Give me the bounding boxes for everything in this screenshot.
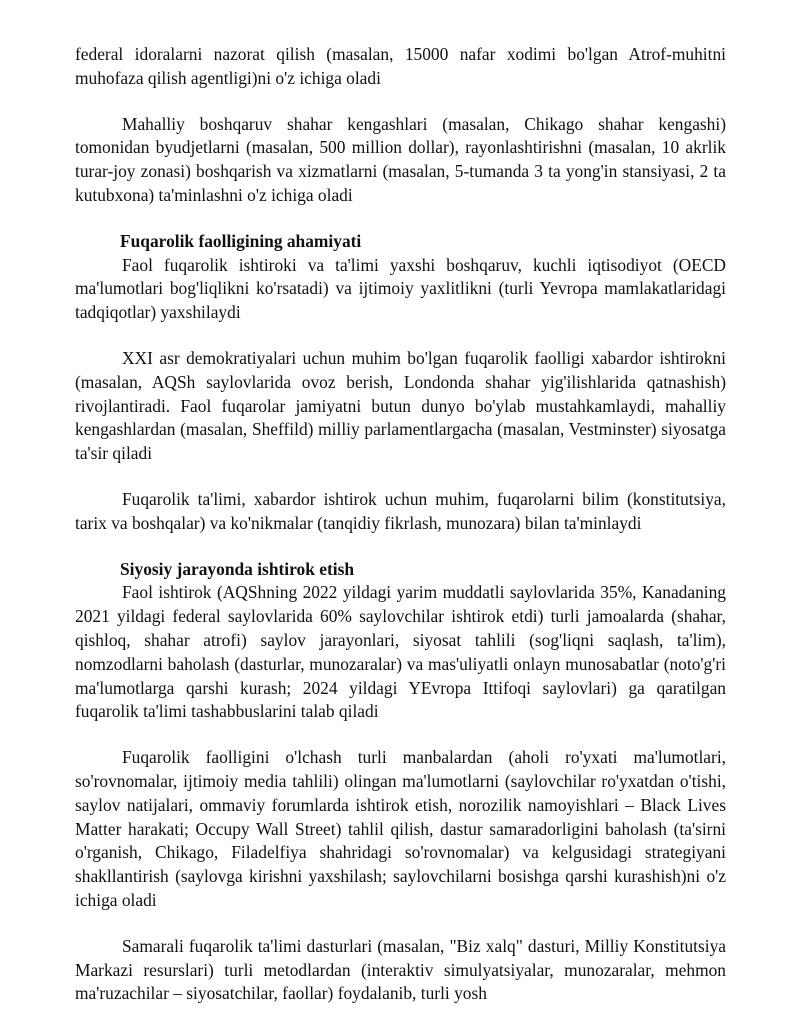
section-heading-civic-engagement: Fuqarolik faolligining ahamiyati — [120, 230, 362, 251]
paragraph-effective-programs: Samarali fuqarolik ta'limi dasturlari (masalan, "Biz xalq" dasturi, Milliy Konstitutsiya Markazi resurslari) turli metodlardan (interaktiv simulyatsiyalar, munozaralar, mehmon ma'ruzachilar – siyosatchilar, faollar) foydalanib, turli yosh — [75, 935, 726, 1004]
paragraph-local-government: Mahalliy boshqaruv shahar kengashlari (masalan, Chikago shahar kengashi) tomonidan byudjetlarni (masalan, 500 million dollar), rayonlashtirishni (masalan, 10 akrlik turar-joy zonasi) boshqarish va xizmatlarni (masalan, 5-tumanda 3 ta yong'in stansiyasi, 2 ta kutubxona) ta'minlashni o'z ichiga oladi — [75, 113, 726, 205]
paragraph-civic-participation: Faol fuqarolik ishtiroki va ta'limi yaxshi boshqaruv, kuchli iqtisodiyot (OECD ma'lumotlari bog'liqlikni ko'rsatadi) va ijtimoiy yaxlitlikni (turli Yevropa mamlakatlaridagi tadqiqotlar) yaxshilaydi — [75, 254, 726, 323]
paragraph-civic-education: Fuqarolik ta'limi, xabardor ishtirok uchun muhim, fuqarolarni bilim (konstitutsiya, tarix va boshqalar) va ko'nikmalar (tanqidiy fikrlash, munozara) bilan ta'minlaydi — [75, 488, 726, 533]
paragraph-active-participation: Faol ishtirok (AQShning 2022 yildagi yarim muddatli saylovlarida 35%, Kanadaning 2021 yildagi federal saylovlarida 60% saylovchilar ishtirok etdi) turli jamoalarda (shahar, qishloq, shahar atrofi) saylov jarayonlari, siyosat tahlili (sog'liqni saqlash, ta'lim), nomzodlarni baholash (dasturlar, munozaralar) va mas'uliyatli onlayn munosabatlar (noto'g'ri ma'lumotlarga qarshi kurash; 2024 yildagi YEvropa Ittifoqi saylovlari) ga qaratilgan fuqarolik ta'limi tashabbuslarini talab qiladi — [75, 582, 726, 722]
paragraph-21st-century-democracy: XXI asr demokratiyalari uchun muhim bo'lgan fuqarolik faolligi xabardor ishtirokni (masalan, AQSh saylovlarida ovoz berish, Londonda shahar yig'ilishlarida qatnashish) rivojlantiradi. Faol fuqarolar jamiyatni butun dunyo bo'ylab mustahkamlaydi, mahalliy kengashlardan (masalan, Sheffild) milliy parlamentlargacha (masalan, Vestminster) siyosatga ta'sir qiladi — [75, 347, 726, 464]
paragraph-federal-agencies: federal idoralarni nazorat qilish (masalan, 15000 nafar xodimi bo'lgan Atrof-muhitni muhofaza qilish agentligi)ni o'z ichiga oladi — [75, 44, 726, 88]
section-heading-political-process: Siyosiy jarayonda ishtirok etish — [120, 558, 355, 579]
paragraph-measuring-engagement: Fuqarolik faolligini o'lchash turli manbalardan (aholi ro'yxati ma'lumotlari, so'rovnomalar, ijtimoiy media tahlili) olingan ma'lumotlarni (saylovchilar ro'yxatdan o'tishi, saylov natijalari, ommaviy forumlarda ishtirok etish, norozilik namoyishlari – Black Lives Matter harakati; Occupy Wall Street) tahlil qilish, dastur samaradorligini baholash (ta'sirni o'rganish, Chikago, Filadelfiya shahridagi so'rovnomalar) va kelgusidagi strategiyani shakllantirish (saylovga kirishni yaxshilash; saylovchilarni bosishga qarshi kurashish)ni o'z ichiga oladi — [75, 747, 726, 910]
